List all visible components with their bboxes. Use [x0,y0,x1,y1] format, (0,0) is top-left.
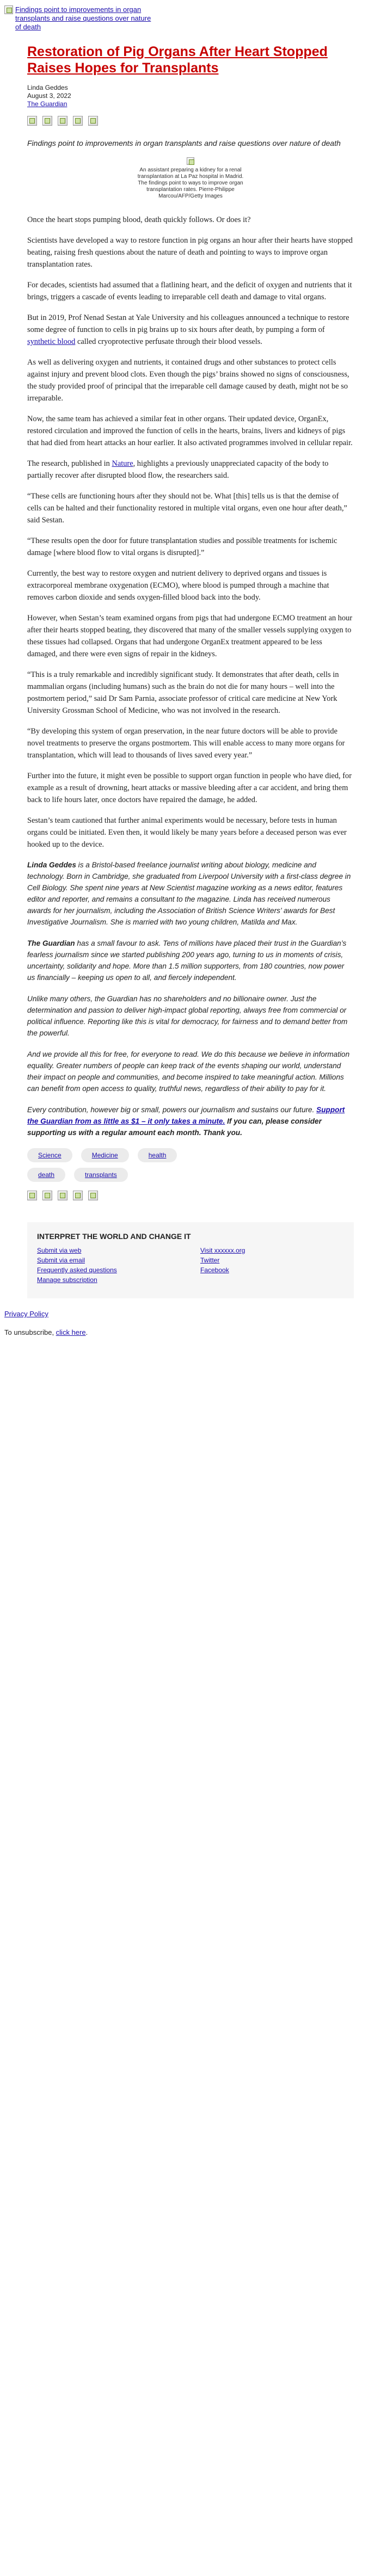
tag-health[interactable]: health [138,1148,177,1162]
banner-image [0,0,381,38]
share-row-bottom [27,1191,354,1200]
support-paragraph: Unlike many others, the Guardian has no shareholders and no billionaire owner. Just the determination and passion to deliver high-impact global reporting, always free from commercial or political influence. Reporting like this is vital for democracy, for fairness and to demand better from the powerful. [27,995,348,1037]
tag-medicine[interactable]: Medicine [81,1148,129,1162]
article-title[interactable]: Restoration of Pig Organs After Heart Stopped Raises Hopes for Transplants [27,44,328,76]
newsletter-footer [27,1222,354,1298]
paragraph: Once the heart stops pumping blood, death quickly follows. Or does it? [27,215,251,224]
paragraph: Now, the same team has achieved a similar feat in other organs. Their updated device, OrganEx, restored circulation and improved the function of cells in the hearts, brains, livers and kidneys of pigs that had died from heart attacks an hour earlier. It also activated programmes involved in cellular repair. [27,415,353,447]
figure-caption: An assistant preparing a kidney for a renal transplantation at La Paz hospital in Madrid. The findings point to ways to improve organ transplantation rates. Pierre-Philippe Marcou/AFP/Getty Images [137,167,244,199]
visit-site-link[interactable]: Visit xxxxxx.org [200,1247,245,1254]
support-paragraph: The Guardian has a small favour to ask. Tens of millions have placed their trust in the Guardian’s fearless journalism since we started publishing 200 years ago, turning to us in moments of crisis, uncertainty, solidarity and hope. More than 1.5 million supporters, from 180 countries, now power us financially – keeping us open to all, and fiercely independent. [27,939,347,982]
article-figure [27,157,354,200]
paragraph: However, when Sestan’s team examined organs from pigs that had undergone ECMO treatment an hour after their hearts stopped beating, they discovered that many of the smaller vessels supplying oxygen to these tissues had collapsed. Organs that had undergone OrganEx treatment appeared to be less damaged, and there were even signs of repair in the kidneys. [27,614,353,658]
byline [27,84,354,108]
paragraph: “These results open the door for future transplantation studies and possible treatments for ischemic damage [where blood flow to vital organs is disrupted].” [27,537,337,557]
article-body [27,214,354,851]
facebook-link[interactable]: Facebook [200,1266,229,1274]
synthetic-blood-link[interactable]: synthetic blood [27,337,76,346]
submit-web-link[interactable]: Submit via web [37,1247,82,1254]
submit-email-link[interactable]: Submit via email [37,1256,85,1264]
author-name: Linda Geddes [27,84,68,91]
linkedin-icon[interactable] [73,116,83,126]
broken-image-icon [4,5,13,14]
unsubscribe-link[interactable]: click here [56,1328,86,1336]
support-appeal [27,938,354,1138]
bio-author-name: Linda Geddes [27,861,76,869]
nature-link[interactable]: Nature [112,459,133,468]
paragraph: The research, published in Nature, highlights a previously unappreciated capacity of the body to partially recover after disrupted blood flow, the researchers said. [27,459,329,480]
linkedin-icon[interactable] [73,1191,83,1200]
twitter-icon[interactable] [42,116,52,126]
paragraph: Currently, the best way to restore oxygen and nutrient delivery to deprived organs and tissues is extracorporeal membrane oxygenation (ECMO), where blood is pumped through a machine that removes carbon dioxide and sends oxygen-filled blood back into the body. [27,569,329,602]
email-icon[interactable] [58,116,67,126]
whatsapp-icon[interactable] [88,116,98,126]
footer-heading: INTERPRET THE WORLD AND CHANGE IT [37,1232,191,1241]
facebook-icon[interactable] [27,1191,37,1200]
article-container [27,44,354,1298]
footer-links [37,1246,344,1284]
paragraph: Sestan’s team cautioned that further animal experiments would be necessary, before tests in human organs could be initiated. Even then, it would likely be many years before a deceased person was ever hooked up to the device. [27,816,347,849]
legal-footer [0,1309,365,1338]
publish-date: August 3, 2022 [27,92,71,100]
whatsapp-icon[interactable] [88,1191,98,1200]
manage-subscription-link[interactable]: Manage subscription [37,1276,97,1284]
twitter-link[interactable]: Twitter [200,1256,220,1264]
tag-list [27,1148,190,1182]
source-link[interactable]: The Guardian [27,100,67,108]
tag-transplants[interactable]: transplants [74,1168,128,1182]
support-guardian-link[interactable]: Support the Guardian from as little as $1 – it only takes a minute. [27,1106,345,1125]
paragraph: “These cells are functioning hours after they should not be. What [this] tells us is that the demise of cells can be halted and their functionality restored in multiple vital organs, even one hour after death,” said Sestan. [27,492,347,525]
paragraph: Scientists have developed a way to restore function in pig organs an hour after their hearts have stopped beating, raising fresh questions about the nature of death and pointing to ways to improve organ transplantation rates. [27,236,353,269]
support-paragraph: And we provide all this for free, for everyone to read. We do this because we believe in information equality. Greater numbers of people can keep track of the events shaping our world, understand their impact on people and communities, and become inspired to take meaningful action. Millions can benefit from open access to quality, truthful news, regardless of their ability to pay for it. [27,1050,350,1093]
figure-image-icon [187,157,194,165]
email-icon[interactable] [58,1191,67,1200]
paragraph: “This is a truly remarkable and incredibly significant study. It demonstrates that after death, cells in mammalian organs (including humans) such as the brain do not die for many hours – well into the postmortem period,” said Dr Sam Parnia, associate professor of critical care medicine at New York University Grossman School of Medicine, who was not involved in the research. [27,670,339,715]
author-bio: Linda Geddes is a Bristol-based freelance journalist writing about biology, medicine and technology. Born in Cambridge, she graduated from Liverpool University with a first-class degree in Cell Biology. She spent nine years at New Scientist magazine working as a news editor, features editor and reporter, and remains a consultant to the magazine. Linda has received numerous awards for her journalism, including the Association of British Science Writers’ awards for Best Investigative Journalism. She is married with two young children, Matilda and Max. [27,861,351,926]
paragraph: As well as delivering oxygen and nutrients, it contained drugs and other substances to protect cells against injury and prevent blood clots. Even though the pigs’ brains showed no signs of consciousness, the study provided proof of principal that the irreparable cell damage caused by death, might not be so irreparable. [27,358,349,403]
standfirst: Findings point to improvements in organ transplants and raise questions over nature of death [27,139,341,147]
support-paragraph: Every contribution, however big or small, powers our journalism and sustains our future. Support the Guardian from as little as $1 – it only takes a minute. If you can, please consider supporting us with a regular amount each month. Thank you. [27,1106,345,1137]
twitter-icon[interactable] [42,1191,52,1200]
privacy-policy-link[interactable]: Privacy Policy [4,1310,48,1318]
unsubscribe-text: To unsubscribe, click here. [4,1328,88,1336]
paragraph: “By developing this system of organ preservation, in the near future doctors will be able to provide novel treatments to preserve the organs postmortem. This will enable access to many more organs for transplantation, which will lead to thousands of lives saved every year.” [27,727,345,760]
tag-science[interactable]: Science [27,1148,72,1162]
paragraph: Further into the future, it might even be possible to support organ function in people who have died, for example as a result of drowning, heart attacks or massive bleeding after a car accident, and bring them back to life hours later, once doctors have repaired the damage, he added. [27,772,352,804]
tag-death[interactable]: death [27,1168,65,1182]
facebook-icon[interactable] [27,116,37,126]
faq-link[interactable]: Frequently asked questions [37,1266,117,1274]
share-row-top [27,116,354,126]
paragraph: For decades, scientists had assumed that a flatlining heart, and the deficit of oxygen and nutrients that it brings, triggers a cascade of events leading to irreparable cell death and damage to vital organs. [27,281,352,301]
paragraph: But in 2019, Prof Nenad Sestan at Yale University and his colleagues announced a technique to restore some degree of function to cells in pig brains up to six hours after death, by pumping a form of synthetic blood called cryoprotective perfusate through their blood vessels. [27,313,349,346]
banner-image-alt-text[interactable]: Findings point to improvements in organ transplants and raise questions over nature of death [15,5,151,31]
